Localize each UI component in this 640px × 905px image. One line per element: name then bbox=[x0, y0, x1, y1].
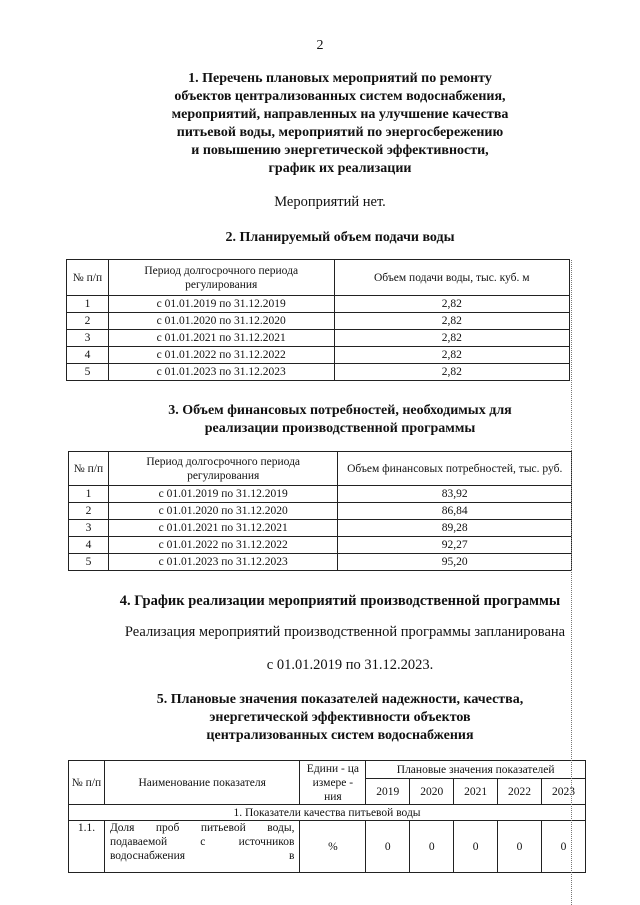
col-header-num: № п/п bbox=[67, 260, 109, 296]
cell-volume: 2,82 bbox=[334, 296, 569, 313]
cell-finance: 92,27 bbox=[338, 537, 572, 554]
col-header-year: 2019 bbox=[366, 779, 410, 805]
cell-period: с 01.01.2020 по 31.12.2020 bbox=[108, 313, 334, 330]
table-header-row bbox=[67, 260, 570, 296]
section1-title-line: питьевой воды, мероприятий по энергосбережению bbox=[176, 125, 504, 140]
cell-finance: 86,84 bbox=[338, 503, 572, 520]
section4-title: 4. График реализации мероприятий производственной программы bbox=[119, 593, 561, 609]
cell-period: с 01.01.2021 по 31.12.2021 bbox=[108, 520, 338, 537]
section1-title-line: и повышению энергетической эффективности, bbox=[191, 143, 489, 158]
section5-title-line: 5. Плановые значения показателей надежности, качества, bbox=[156, 692, 524, 707]
col-header-name: Наименование показателя bbox=[104, 761, 300, 805]
col-header-volume: Объем подачи воды, тыс. куб. м bbox=[334, 260, 569, 296]
cell-num: 3 bbox=[67, 330, 109, 347]
section1-title-line: мероприятий, направленных на улучшение качества bbox=[171, 107, 509, 122]
col-header-num: № п/п bbox=[69, 761, 105, 805]
table-row bbox=[67, 330, 570, 347]
financial-needs-table bbox=[68, 451, 572, 571]
col-header-year: 2022 bbox=[498, 779, 542, 805]
table-row bbox=[69, 520, 572, 537]
section3-title-line: 3. Объем финансовых потребностей, необходимых для bbox=[168, 403, 512, 418]
cell-value: 0 bbox=[366, 821, 410, 873]
cell-value: 0 bbox=[498, 821, 542, 873]
cell-period: с 01.01.2020 по 31.12.2020 bbox=[108, 503, 338, 520]
group-title: 1. Показатели качества питьевой воды bbox=[69, 805, 586, 821]
col-header-period: Период долгосрочного периода регулирования bbox=[108, 452, 338, 486]
section1-title-line: объектов централизованных систем водоснабжения, bbox=[174, 89, 506, 104]
section5-title bbox=[40, 691, 640, 745]
indicator-name-line: Доля проб питьевой воды, bbox=[109, 822, 295, 834]
scan-edge-line bbox=[571, 260, 572, 905]
section5-title-line: централизованных систем водоснабжения bbox=[206, 728, 474, 743]
col-header-finance: Объем финансовых потребностей, тыс. руб. bbox=[338, 452, 572, 486]
table-header-row bbox=[69, 761, 586, 779]
cell-finance: 89,28 bbox=[338, 520, 572, 537]
cell-period: с 01.01.2021 по 31.12.2021 bbox=[108, 330, 334, 347]
cell-num: 1 bbox=[67, 296, 109, 313]
section3-title bbox=[60, 402, 620, 438]
cell-num: 2 bbox=[69, 503, 109, 520]
table-row bbox=[69, 537, 572, 554]
indicator-name-line: подаваемой с источников bbox=[109, 836, 295, 848]
cell-period: с 01.01.2023 по 31.12.2023 bbox=[108, 364, 334, 381]
cell-finance: 83,92 bbox=[338, 486, 572, 503]
page-number: 2 bbox=[316, 38, 324, 53]
cell-period: с 01.01.2019 по 31.12.2019 bbox=[108, 296, 334, 313]
table-row bbox=[67, 296, 570, 313]
col-header-period: Период долгосрочного периода регулирования bbox=[108, 260, 334, 296]
cell-value: 0 bbox=[410, 821, 454, 873]
section1-title bbox=[60, 70, 620, 178]
table-row bbox=[67, 364, 570, 381]
table-header-row bbox=[69, 452, 572, 486]
cell-period: с 01.01.2022 по 31.12.2022 bbox=[108, 347, 334, 364]
section2-title: 2. Планируемый объем подачи воды bbox=[225, 230, 455, 245]
section1-title-line: 1. Перечень плановых мероприятий по ремонту bbox=[188, 71, 492, 86]
cell-period: с 01.01.2023 по 31.12.2023 bbox=[108, 554, 338, 571]
col-header-year: 2023 bbox=[542, 779, 586, 805]
cell-volume: 2,82 bbox=[334, 364, 569, 381]
col-header-planned: Плановые значения показателей bbox=[366, 761, 586, 779]
cell-num: 5 bbox=[67, 364, 109, 381]
cell-indicator-name bbox=[104, 821, 300, 873]
cell-value: 0 bbox=[454, 821, 498, 873]
table-row bbox=[69, 503, 572, 520]
indicator-name-line: водоснабжения в bbox=[109, 850, 295, 862]
cell-finance: 95,20 bbox=[338, 554, 572, 571]
cell-volume: 2,82 bbox=[334, 330, 569, 347]
table-row bbox=[69, 554, 572, 571]
table-row bbox=[69, 821, 586, 873]
indicators-table bbox=[68, 760, 586, 873]
cell-period: с 01.01.2022 по 31.12.2022 bbox=[108, 537, 338, 554]
cell-volume: 2,82 bbox=[334, 347, 569, 364]
col-header-year: 2020 bbox=[410, 779, 454, 805]
section3-title-line: реализации производственной программы bbox=[204, 421, 476, 436]
cell-value: 0 bbox=[542, 821, 586, 873]
cell-period: с 01.01.2019 по 31.12.2019 bbox=[108, 486, 338, 503]
cell-num: 4 bbox=[67, 347, 109, 364]
col-header-year: 2021 bbox=[454, 779, 498, 805]
section1-title-line: график их реализации bbox=[268, 161, 412, 176]
cell-unit: % bbox=[300, 821, 366, 873]
cell-num: 5 bbox=[69, 554, 109, 571]
cell-num: 4 bbox=[69, 537, 109, 554]
cell-num: 1.1. bbox=[69, 821, 105, 873]
section4-text: Реализация мероприятий производственной программы запланирована bbox=[124, 624, 566, 640]
col-header-num: № п/п bbox=[69, 452, 109, 486]
table-row bbox=[67, 313, 570, 330]
cell-num: 3 bbox=[69, 520, 109, 537]
section4-dates: с 01.01.2019 по 31.12.2023. bbox=[266, 657, 434, 673]
table-group-row bbox=[69, 805, 586, 821]
section1-note: Мероприятий нет. bbox=[274, 194, 386, 210]
col-header-unit: Едини - ца измере - ния bbox=[300, 761, 366, 805]
section5-title-line: энергетической эффективности объектов bbox=[209, 710, 471, 725]
table-row bbox=[67, 347, 570, 364]
cell-volume: 2,82 bbox=[334, 313, 569, 330]
cell-num: 2 bbox=[67, 313, 109, 330]
table-row bbox=[69, 486, 572, 503]
cell-num: 1 bbox=[69, 486, 109, 503]
water-supply-table bbox=[66, 259, 570, 381]
